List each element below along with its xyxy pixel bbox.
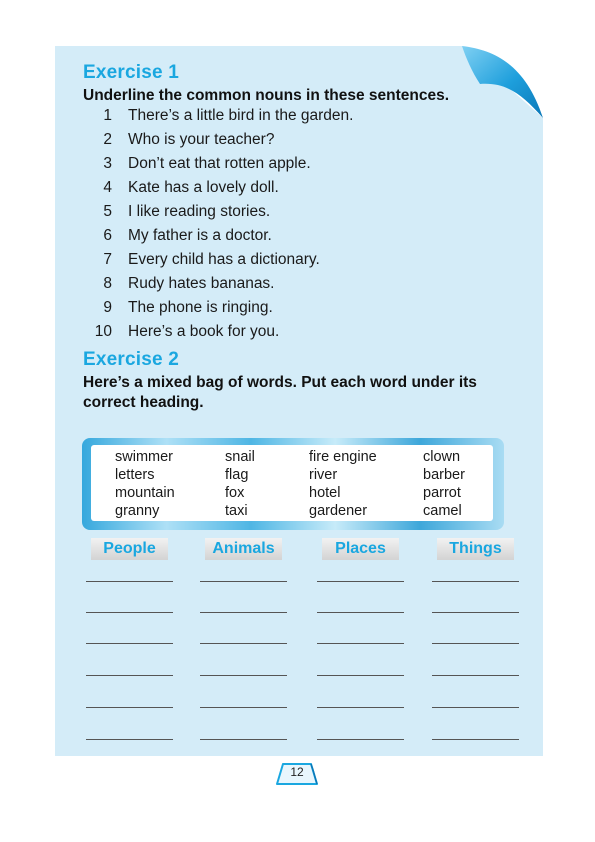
answer-line xyxy=(317,612,404,613)
word-item: gardener xyxy=(309,503,368,519)
word-item: taxi xyxy=(225,503,248,519)
sentence-number: 2 xyxy=(103,131,112,148)
sentence-number: 7 xyxy=(103,251,112,268)
answer-line xyxy=(317,739,404,740)
sentence-number: 5 xyxy=(103,203,112,220)
answer-line xyxy=(86,581,173,582)
word-item: swimmer xyxy=(115,449,173,465)
answer-line xyxy=(317,643,404,644)
heading-places-label: Places xyxy=(335,540,386,557)
answer-line xyxy=(432,707,519,708)
answer-line xyxy=(86,739,173,740)
sentence-text: Don’t eat that rotten apple. xyxy=(128,155,311,172)
sentence-text: Who is your teacher? xyxy=(128,131,275,148)
sentence-number: 4 xyxy=(103,179,112,196)
sentence-text: I like reading stories. xyxy=(128,203,271,220)
sentence-text: There’s a little bird in the garden. xyxy=(128,107,354,124)
exercise-1-instruction: Underline the common nouns in these sentences. xyxy=(83,87,450,104)
answer-line xyxy=(200,612,287,613)
word-item: mountain xyxy=(115,485,175,501)
exercise-2-instruction-line-1: Here’s a mixed bag of words. Put each word under its xyxy=(83,374,477,391)
exercise-2-instruction-line-2: correct heading. xyxy=(83,394,204,411)
answer-line xyxy=(432,643,519,644)
word-item: snail xyxy=(225,449,255,465)
answer-line xyxy=(432,739,519,740)
word-item: parrot xyxy=(423,485,461,501)
answer-line xyxy=(432,675,519,676)
sentence-text: Every child has a dictionary. xyxy=(128,251,320,268)
sentence-text: Rudy hates bananas. xyxy=(128,275,275,292)
page-curl-decoration xyxy=(462,46,543,118)
page-number-badge xyxy=(275,760,319,786)
word-bank-frame xyxy=(82,438,504,530)
word-item: camel xyxy=(423,503,462,519)
heading-people-label: People xyxy=(103,540,156,557)
exercise-2-title: Exercise 2 xyxy=(83,349,180,370)
word-item: river xyxy=(309,467,338,483)
answer-line xyxy=(432,612,519,613)
answer-line xyxy=(86,612,173,613)
word-bank xyxy=(91,445,493,521)
word-item: flag xyxy=(225,467,249,483)
answer-line xyxy=(200,643,287,644)
heading-things xyxy=(437,538,514,560)
answer-line xyxy=(200,707,287,708)
answer-line xyxy=(86,643,173,644)
sentence-number: 3 xyxy=(103,155,112,172)
answer-line xyxy=(317,675,404,676)
answer-line xyxy=(432,581,519,582)
answer-line xyxy=(200,739,287,740)
exercise-1-title: Exercise 1 xyxy=(83,62,180,83)
heading-places xyxy=(322,538,399,560)
sentence-text: Kate has a lovely doll. xyxy=(128,179,279,196)
word-item: fox xyxy=(225,485,245,501)
word-item: barber xyxy=(423,467,465,483)
sentence-number: 8 xyxy=(103,275,112,292)
word-item: granny xyxy=(115,503,160,519)
heading-things-label: Things xyxy=(449,540,502,557)
answer-line xyxy=(200,675,287,676)
word-item: hotel xyxy=(309,485,341,501)
answer-line xyxy=(86,707,173,708)
sentence-number: 9 xyxy=(103,299,112,316)
heading-animals-label: Animals xyxy=(212,540,275,557)
word-item: letters xyxy=(115,467,155,483)
word-item: fire engine xyxy=(309,449,377,465)
sentence-text: The phone is ringing. xyxy=(128,299,273,316)
answer-line xyxy=(200,581,287,582)
sentence-text: Here’s a book for you. xyxy=(128,323,280,340)
answer-line xyxy=(317,581,404,582)
word-item: clown xyxy=(423,449,461,465)
answer-line xyxy=(86,675,173,676)
answer-line xyxy=(317,707,404,708)
sentence-number: 6 xyxy=(103,227,112,244)
page-number: 12 xyxy=(290,765,304,779)
sentence-number: 10 xyxy=(94,323,112,340)
sentence-text: My father is a doctor. xyxy=(128,227,272,244)
sentence-number: 1 xyxy=(103,107,112,124)
heading-animals xyxy=(205,538,282,560)
heading-people xyxy=(91,538,168,560)
